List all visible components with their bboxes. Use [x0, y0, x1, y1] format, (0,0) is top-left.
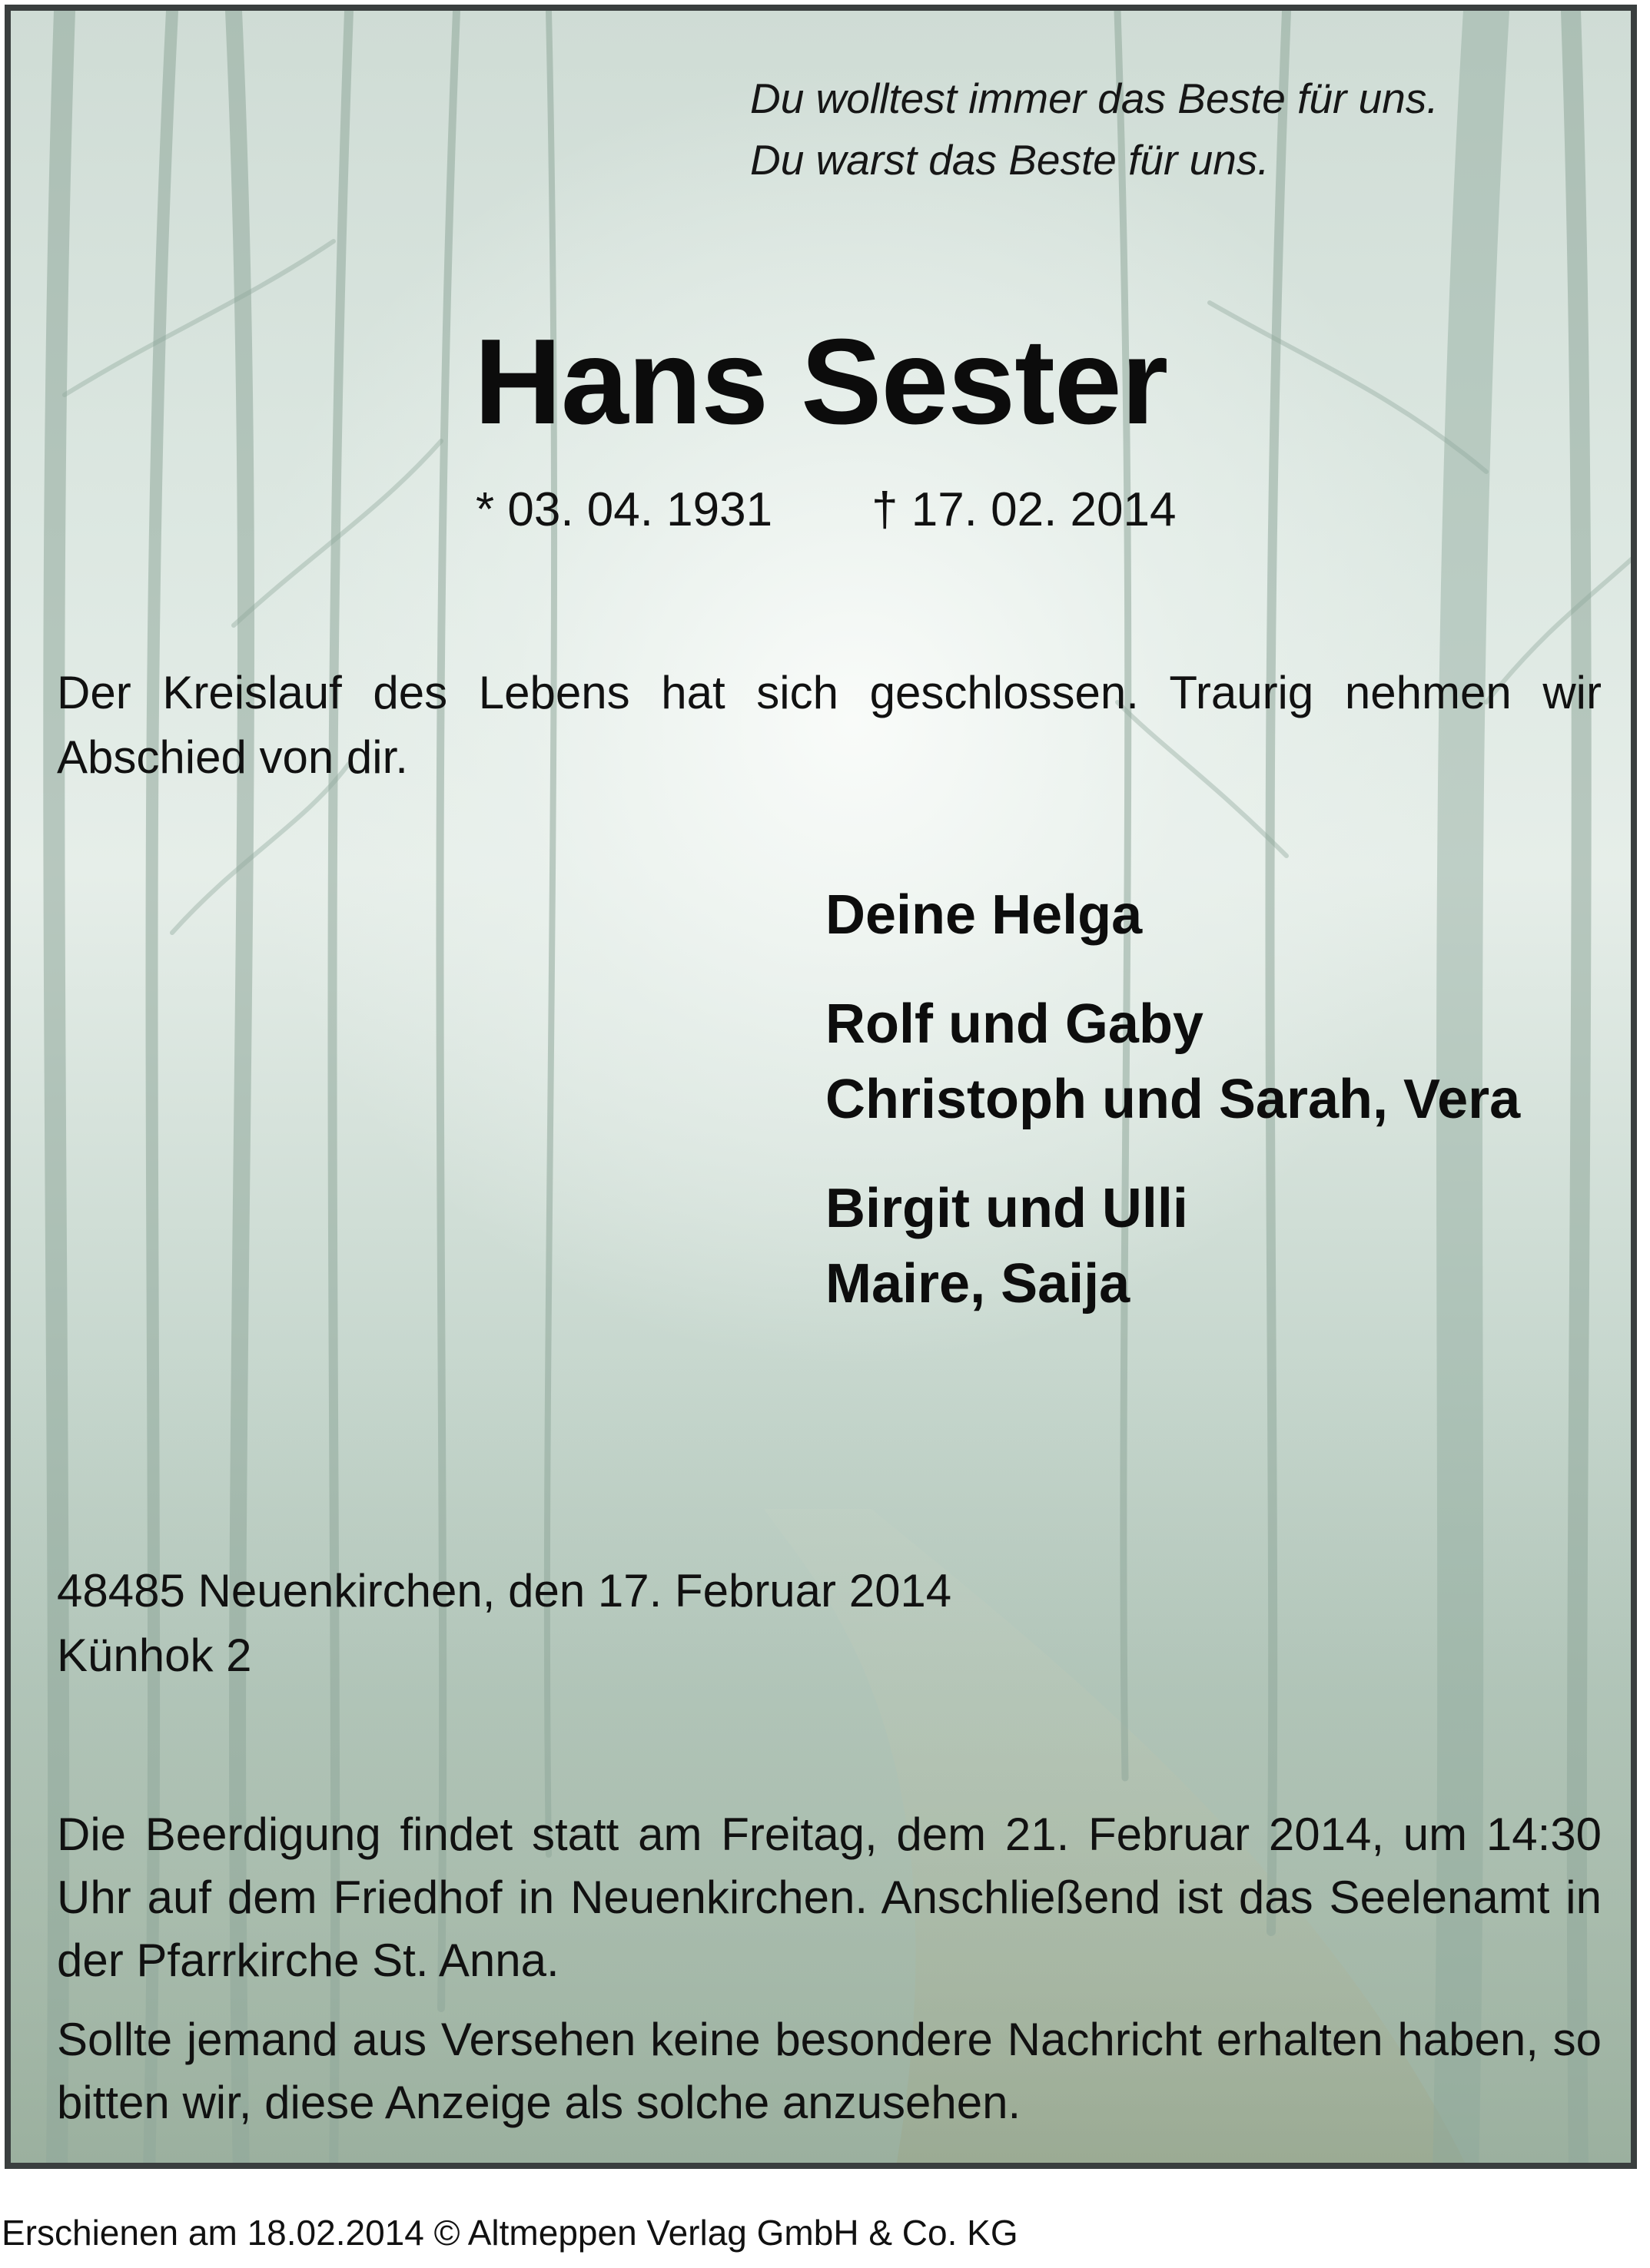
birth-date: * 03. 04. 1931 — [476, 483, 773, 536]
motto-line-2: Du warst das Beste für uns. — [750, 136, 1270, 184]
family-group — [825, 877, 1520, 953]
motto — [750, 68, 1439, 191]
family-line: Christoph und Sarah, Vera — [825, 1069, 1521, 1130]
death-date: † 17. 02. 2014 — [871, 483, 1177, 536]
family-line: Maire, Saija — [825, 1253, 1130, 1315]
family-line: Rolf und Gaby — [825, 993, 1203, 1055]
intro-text: Der Kreislauf des Lebens hat sich geschlossen. Traurig nehmen wir Abschied von dir. — [57, 667, 1602, 783]
address-line-1: 48485 Neuenkirchen, den 17. Februar 2014 — [57, 1565, 952, 1616]
family-line: Deine Helga — [825, 884, 1143, 946]
family-group — [825, 1171, 1520, 1321]
obituary-notice — [5, 5, 1637, 2169]
family-line: Birgit und Ulli — [825, 1178, 1188, 1239]
notice-note: Sollte jemand aus Versehen keine besondere Nachricht erhalten haben, so bitten wir, diese Anzeige als solche anzusehen. — [57, 2014, 1602, 2128]
funeral-info: Die Beerdigung findet statt am Freitag, dem 21. Februar 2014, um 14:30 Uhr auf dem Friedhof in Neuenkirchen. Anschließend ist das Seelenamt in der Pfarrkirche St. Anna. — [57, 1809, 1602, 1986]
family-signatures — [825, 877, 1520, 1355]
address-line-2: Künhok 2 — [57, 1630, 252, 1681]
publication-footer: Erschienen am 18.02.2014 © Altmeppen Verlag GmbH & Co. KG — [2, 2213, 1018, 2253]
address-block — [57, 1559, 951, 1688]
family-group — [825, 986, 1520, 1137]
motto-line-1: Du wolltest immer das Beste für uns. — [750, 75, 1439, 122]
deceased-name: Hans Sester — [473, 314, 1168, 449]
